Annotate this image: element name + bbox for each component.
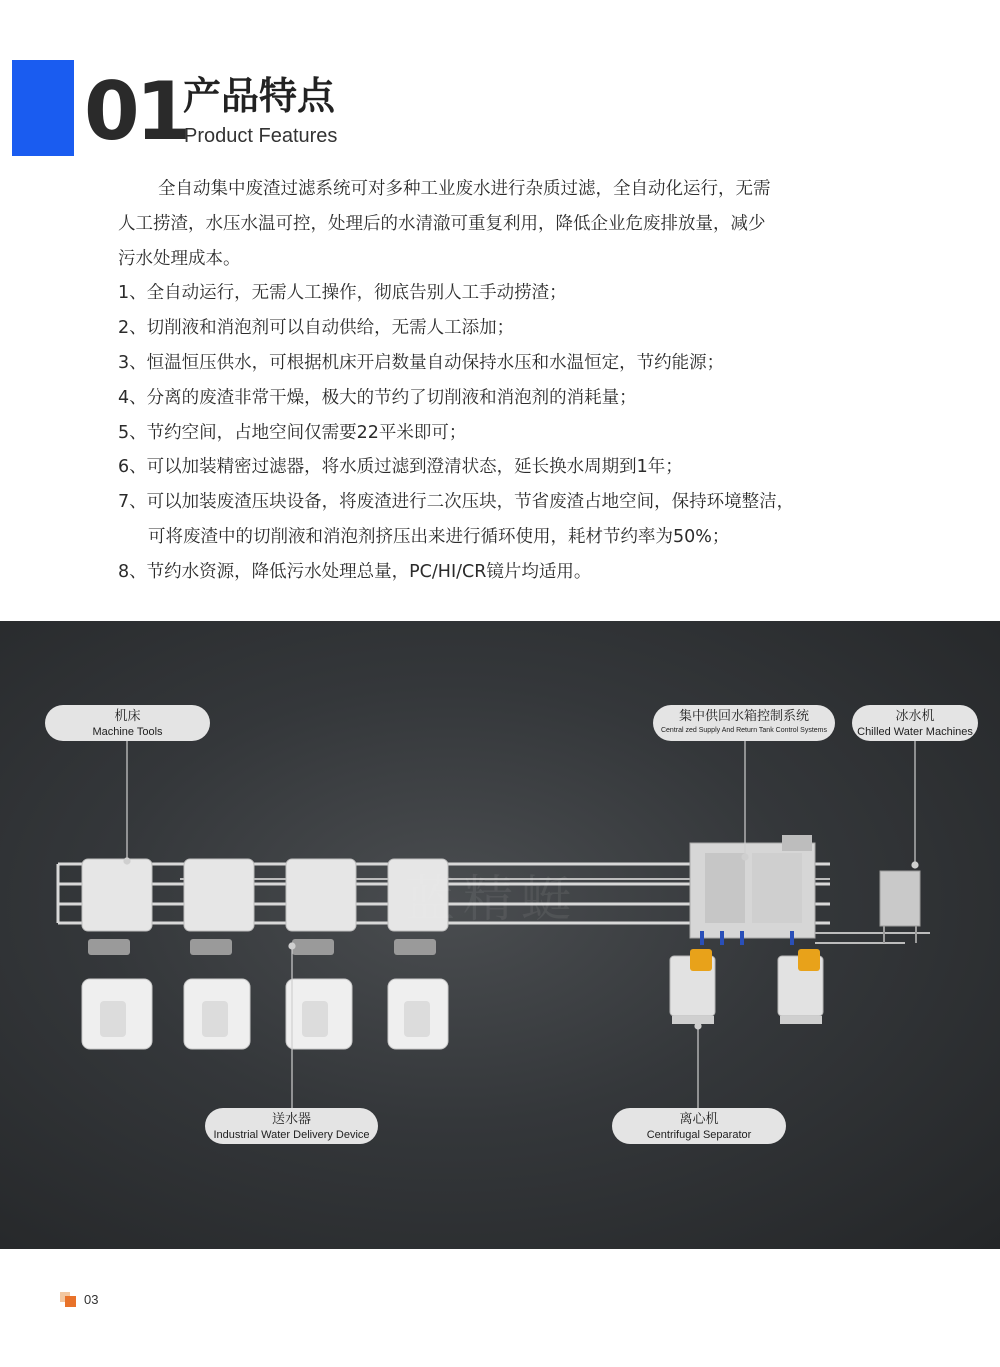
machine-tool-units [82, 859, 448, 931]
callout-chiller [852, 705, 978, 741]
callout-label-en: Chilled Water Machines [857, 726, 973, 738]
section-title-cn: 产品特点 [183, 74, 336, 118]
feature-item: 4、分离的废渣非常干燥，极大的节约了切削液和消泡剂的消耗量； [118, 387, 637, 408]
feature-item: 7、可以加装废渣压块设备，将废渣进行二次压块，节省废渣占地空间，保持环境整洁， [118, 492, 795, 513]
section-number: 01 [84, 65, 188, 158]
intro-line: 人工捞渣，水压水温可控，处理后的水清澈可重复利用，降低企业危废排放量，减少 [118, 213, 766, 234]
feature-item: 3、恒温恒压供水，可根据机床开启数量自动保持水压和水温恒定，节约能源； [118, 352, 725, 373]
callout-label-cn: 冰水机 [895, 709, 935, 724]
page-number: 03 [84, 1292, 99, 1307]
callout-central-tank [653, 705, 835, 741]
feature-item: 5、节约空间，占地空间仅需要22平米即可； [118, 422, 467, 443]
intro-line: 污水处理成本。 [118, 248, 241, 269]
callout-label-en: Central zed Supply And Return Tank Control Systems [660, 727, 827, 734]
footer-square-icon [65, 1296, 76, 1307]
feature-item: 6、可以加装精密过滤器，将水质过滤到澄清状态，延长换水周期到1年； [118, 457, 683, 478]
central-tank-unit [690, 835, 815, 945]
callout-label-cn: 送水器 [271, 1112, 311, 1127]
section-title-en: Product Features [184, 125, 338, 147]
callout-centrifugal-separator [612, 1108, 786, 1144]
centrifugal-separator-units [670, 949, 823, 1024]
callout-label-en: Centrifugal Separator [646, 1129, 752, 1141]
delivery-device-units [82, 979, 448, 1049]
feature-item-continued: 可将废渣中的切削液和消泡剂挤压出来进行循环使用，耗材节约率为50%； [148, 526, 730, 547]
feature-description [118, 172, 888, 590]
intro-line: 全自动集中废渣过滤系统可对多种工业废水进行杂质过滤，全自动化运行，无需 [158, 179, 771, 199]
callout-label-en: Machine Tools [92, 726, 163, 738]
callout-delivery-device [205, 1108, 378, 1144]
system-diagram [0, 621, 1000, 1249]
feature-item: 8、节约水资源，降低污水处理总量，PC/HI/CR镜片均适用。 [118, 561, 592, 582]
callout-label-cn: 离心机 [679, 1112, 719, 1127]
callout-machine-tools [45, 705, 210, 741]
callout-label-cn: 机床 [114, 709, 141, 724]
callout-label-cn: 集中供回水箱控制系统 [678, 709, 809, 724]
watermark-text: 蓝精蜓 [405, 870, 579, 928]
section-accent-bar [12, 60, 74, 156]
feature-item: 1、全自动运行，无需人工操作，彻底告别人工手动捞渣； [118, 283, 567, 304]
feature-item: 2、切削液和消泡剂可以自动供给，无需人工添加； [118, 318, 515, 339]
callout-label-en: Industrial Water Delivery Device [213, 1129, 370, 1141]
